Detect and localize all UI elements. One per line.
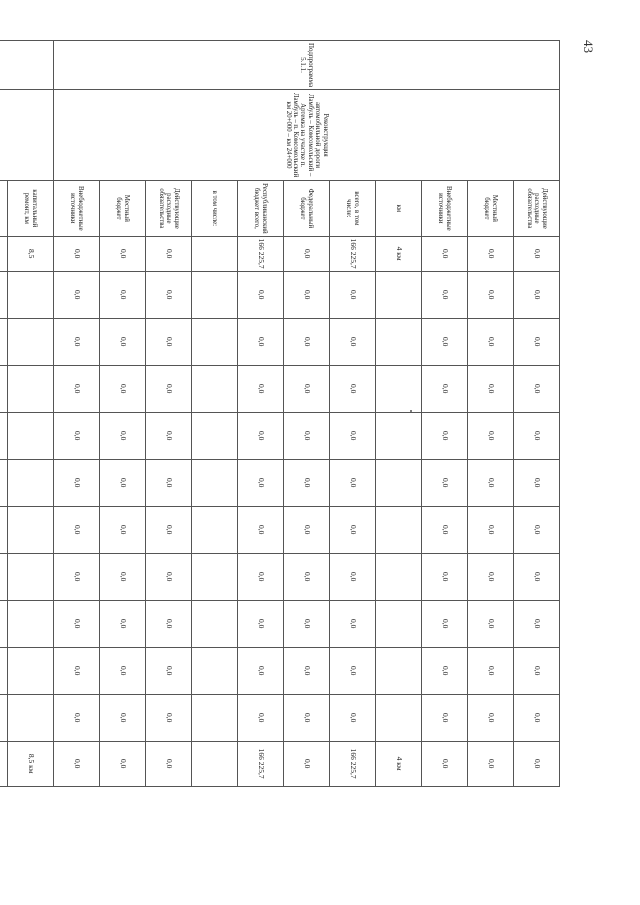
value-cell	[376, 553, 422, 600]
total-cell: 0,0	[100, 236, 146, 271]
total-cell: 8,5	[8, 236, 54, 271]
program-name	[0, 90, 54, 181]
value-cell	[192, 365, 238, 412]
value-cell: 0,0	[284, 459, 330, 506]
value-cell: 0,0	[238, 647, 284, 694]
value-cell: 0,0	[514, 506, 560, 553]
value-cell: 0,0	[100, 741, 146, 786]
value-cell: 4 км	[376, 741, 422, 786]
value-cell: 0,0	[100, 412, 146, 459]
value-cell: 0,0	[330, 318, 376, 365]
total-cell: 4 км	[376, 236, 422, 271]
total-cell: 0,0	[514, 236, 560, 271]
value-cell: 0,0	[514, 553, 560, 600]
program-code	[0, 41, 54, 90]
total-cell	[192, 236, 238, 271]
value-cell: 0,0	[54, 459, 100, 506]
value-cell: 0,0	[422, 318, 468, 365]
value-cell: 0,0	[146, 694, 192, 741]
value-cell: 0,0	[100, 506, 146, 553]
program-name: Реконструкция автомобильной дороги Ламбуль – Комсомольский – Артемка на участке п. Ламбуль – п. Комсомольский км 20+000 – км 24+000	[54, 90, 560, 181]
value-cell: 0,0	[54, 318, 100, 365]
value-cell	[192, 553, 238, 600]
program-code: Подпрограмма 5.1.1.	[54, 41, 560, 90]
value-cell: 0,0	[468, 412, 514, 459]
funding-source: Внебюджетные источники	[54, 181, 100, 237]
total-cell: 0,0	[284, 236, 330, 271]
value-cell: 0,0	[468, 506, 514, 553]
value-cell: 0,0	[238, 318, 284, 365]
total-cell	[0, 236, 8, 271]
value-cell	[0, 694, 8, 741]
value-cell: 0,0	[330, 553, 376, 600]
value-cell	[192, 412, 238, 459]
value-cell: 0,0	[468, 694, 514, 741]
value-cell	[376, 647, 422, 694]
value-cell: 0,0	[284, 271, 330, 318]
value-cell: 0,0	[238, 271, 284, 318]
value-cell: 0,0	[330, 506, 376, 553]
total-cell: 0,0	[422, 236, 468, 271]
value-cell: 0,0	[54, 506, 100, 553]
value-cell: 0,0	[514, 741, 560, 786]
value-cell: 0,0	[238, 600, 284, 647]
value-cell: 0,0	[146, 741, 192, 786]
value-cell: 0,0	[468, 553, 514, 600]
value-cell: 0,0	[514, 600, 560, 647]
value-cell: 0,0	[514, 459, 560, 506]
value-cell: 0,0	[422, 741, 468, 786]
value-cell	[376, 459, 422, 506]
value-cell	[8, 412, 54, 459]
value-cell: 0,0	[422, 459, 468, 506]
value-cell	[8, 647, 54, 694]
value-cell: 0,0	[514, 271, 560, 318]
value-cell: 0,0	[54, 365, 100, 412]
value-cell: 0,0	[468, 365, 514, 412]
value-cell: 8,5 км	[8, 741, 54, 786]
value-cell	[0, 318, 8, 365]
value-cell	[0, 741, 8, 786]
funding-source: Федеральный бюджет	[284, 181, 330, 237]
value-cell: 0,0	[422, 647, 468, 694]
value-cell: 0,0	[100, 271, 146, 318]
funding-source: всего, в том числе:	[330, 181, 376, 237]
value-cell	[0, 365, 8, 412]
value-cell: 0,0	[54, 553, 100, 600]
value-cell	[192, 318, 238, 365]
value-cell: 0,0	[146, 365, 192, 412]
value-cell: 0,0	[54, 694, 100, 741]
value-cell: 0,0	[146, 318, 192, 365]
value-cell: 0,0	[146, 459, 192, 506]
value-cell: 0,0	[284, 506, 330, 553]
value-cell	[192, 741, 238, 786]
value-cell: 0,0	[100, 553, 146, 600]
value-cell: 0,0	[146, 271, 192, 318]
value-cell: 0,0	[100, 600, 146, 647]
value-cell	[376, 600, 422, 647]
value-cell: 0,0	[238, 459, 284, 506]
funding-source: Местный бюджет	[100, 181, 146, 237]
value-cell: 0,0	[146, 647, 192, 694]
value-cell	[376, 271, 422, 318]
value-cell: 0,0	[100, 318, 146, 365]
value-cell: 0,0	[284, 365, 330, 412]
value-cell	[8, 459, 54, 506]
funding-source	[0, 181, 8, 237]
value-cell	[0, 600, 8, 647]
value-cell	[8, 600, 54, 647]
value-cell	[0, 553, 8, 600]
funding-source: Местный бюджет	[468, 181, 514, 237]
value-cell: 0,0	[330, 600, 376, 647]
value-cell: 0,0	[238, 365, 284, 412]
value-cell: 0,0	[284, 694, 330, 741]
value-cell: 0,0	[468, 271, 514, 318]
value-cell: 0,0	[238, 694, 284, 741]
value-cell	[8, 694, 54, 741]
value-cell: 0,0	[54, 741, 100, 786]
value-cell: 0,0	[422, 553, 468, 600]
value-cell	[192, 459, 238, 506]
value-cell: 0,0	[514, 647, 560, 694]
value-cell: 0,0	[330, 365, 376, 412]
total-cell: 0,0	[54, 236, 100, 271]
value-cell	[376, 318, 422, 365]
value-cell: 0,0	[514, 365, 560, 412]
value-cell: 0,0	[514, 694, 560, 741]
value-cell	[192, 694, 238, 741]
value-cell: 0,0	[422, 412, 468, 459]
total-cell: 166 225,7	[330, 236, 376, 271]
funding-source: км	[376, 181, 422, 237]
value-cell	[376, 365, 422, 412]
value-cell	[0, 506, 8, 553]
value-cell	[376, 412, 422, 459]
page-number: 43	[581, 40, 596, 53]
value-cell: 0,0	[284, 412, 330, 459]
value-cell: 0,0	[54, 271, 100, 318]
value-cell: 0,0	[514, 318, 560, 365]
funding-source: Внебюджетные источники	[422, 181, 468, 237]
value-cell: 0,0	[284, 647, 330, 694]
value-cell: 0,0	[54, 412, 100, 459]
value-cell: 166 225,7	[238, 741, 284, 786]
value-cell	[8, 506, 54, 553]
value-cell	[0, 459, 8, 506]
funding-source: капитальный ремонт, км	[8, 181, 54, 237]
value-cell	[192, 600, 238, 647]
value-cell: 0,0	[330, 694, 376, 741]
value-cell: 0,0	[238, 506, 284, 553]
value-cell: 0,0	[330, 271, 376, 318]
value-cell: 0,0	[468, 600, 514, 647]
scan-speck	[410, 410, 412, 412]
value-cell	[192, 506, 238, 553]
funding-source: Республиканский бюджет всего,	[238, 181, 284, 237]
value-cell: 0,0	[238, 412, 284, 459]
value-cell: 0,0	[146, 506, 192, 553]
total-cell: 0,0	[146, 236, 192, 271]
value-cell	[8, 365, 54, 412]
value-cell: 0,0	[54, 647, 100, 694]
table-row	[514, 41, 560, 787]
value-cell: 0,0	[422, 365, 468, 412]
funding-source: Действующие расходные обязательства	[514, 181, 560, 237]
total-cell: 166 225,7	[238, 236, 284, 271]
value-cell: 0,0	[100, 694, 146, 741]
value-cell: 0,0	[330, 412, 376, 459]
value-cell	[8, 553, 54, 600]
value-cell: 0,0	[146, 412, 192, 459]
value-cell: 0,0	[468, 318, 514, 365]
value-cell: 0,0	[100, 647, 146, 694]
value-cell: 0,0	[514, 412, 560, 459]
value-cell	[0, 647, 8, 694]
value-cell: 0,0	[422, 694, 468, 741]
value-cell: 0,0	[54, 600, 100, 647]
value-cell: 0,0	[284, 318, 330, 365]
value-cell: 0,0	[146, 553, 192, 600]
value-cell: 0,0	[468, 647, 514, 694]
value-cell: 0,0	[284, 741, 330, 786]
value-cell	[376, 506, 422, 553]
value-cell: 0,0	[330, 647, 376, 694]
value-cell: 166 225,7	[330, 741, 376, 786]
value-cell: 0,0	[100, 365, 146, 412]
value-cell	[192, 271, 238, 318]
funding-source: Действующие расходные обязательства	[146, 181, 192, 237]
value-cell: 0,0	[422, 271, 468, 318]
funding-source: в том числе:	[192, 181, 238, 237]
value-cell: 0,0	[330, 459, 376, 506]
budget-table	[0, 40, 560, 787]
value-cell: 0,0	[146, 600, 192, 647]
value-cell: 0,0	[468, 741, 514, 786]
total-cell: 0,0	[468, 236, 514, 271]
value-cell: 0,0	[468, 459, 514, 506]
value-cell: 0,0	[422, 600, 468, 647]
value-cell	[8, 318, 54, 365]
value-cell	[8, 271, 54, 318]
table-row	[8, 41, 54, 787]
value-cell: 0,0	[422, 506, 468, 553]
value-cell: 0,0	[100, 459, 146, 506]
value-cell	[376, 694, 422, 741]
value-cell	[0, 412, 8, 459]
value-cell	[0, 271, 8, 318]
value-cell: 0,0	[284, 553, 330, 600]
value-cell: 0,0	[238, 553, 284, 600]
value-cell: 0,0	[284, 600, 330, 647]
value-cell	[192, 647, 238, 694]
